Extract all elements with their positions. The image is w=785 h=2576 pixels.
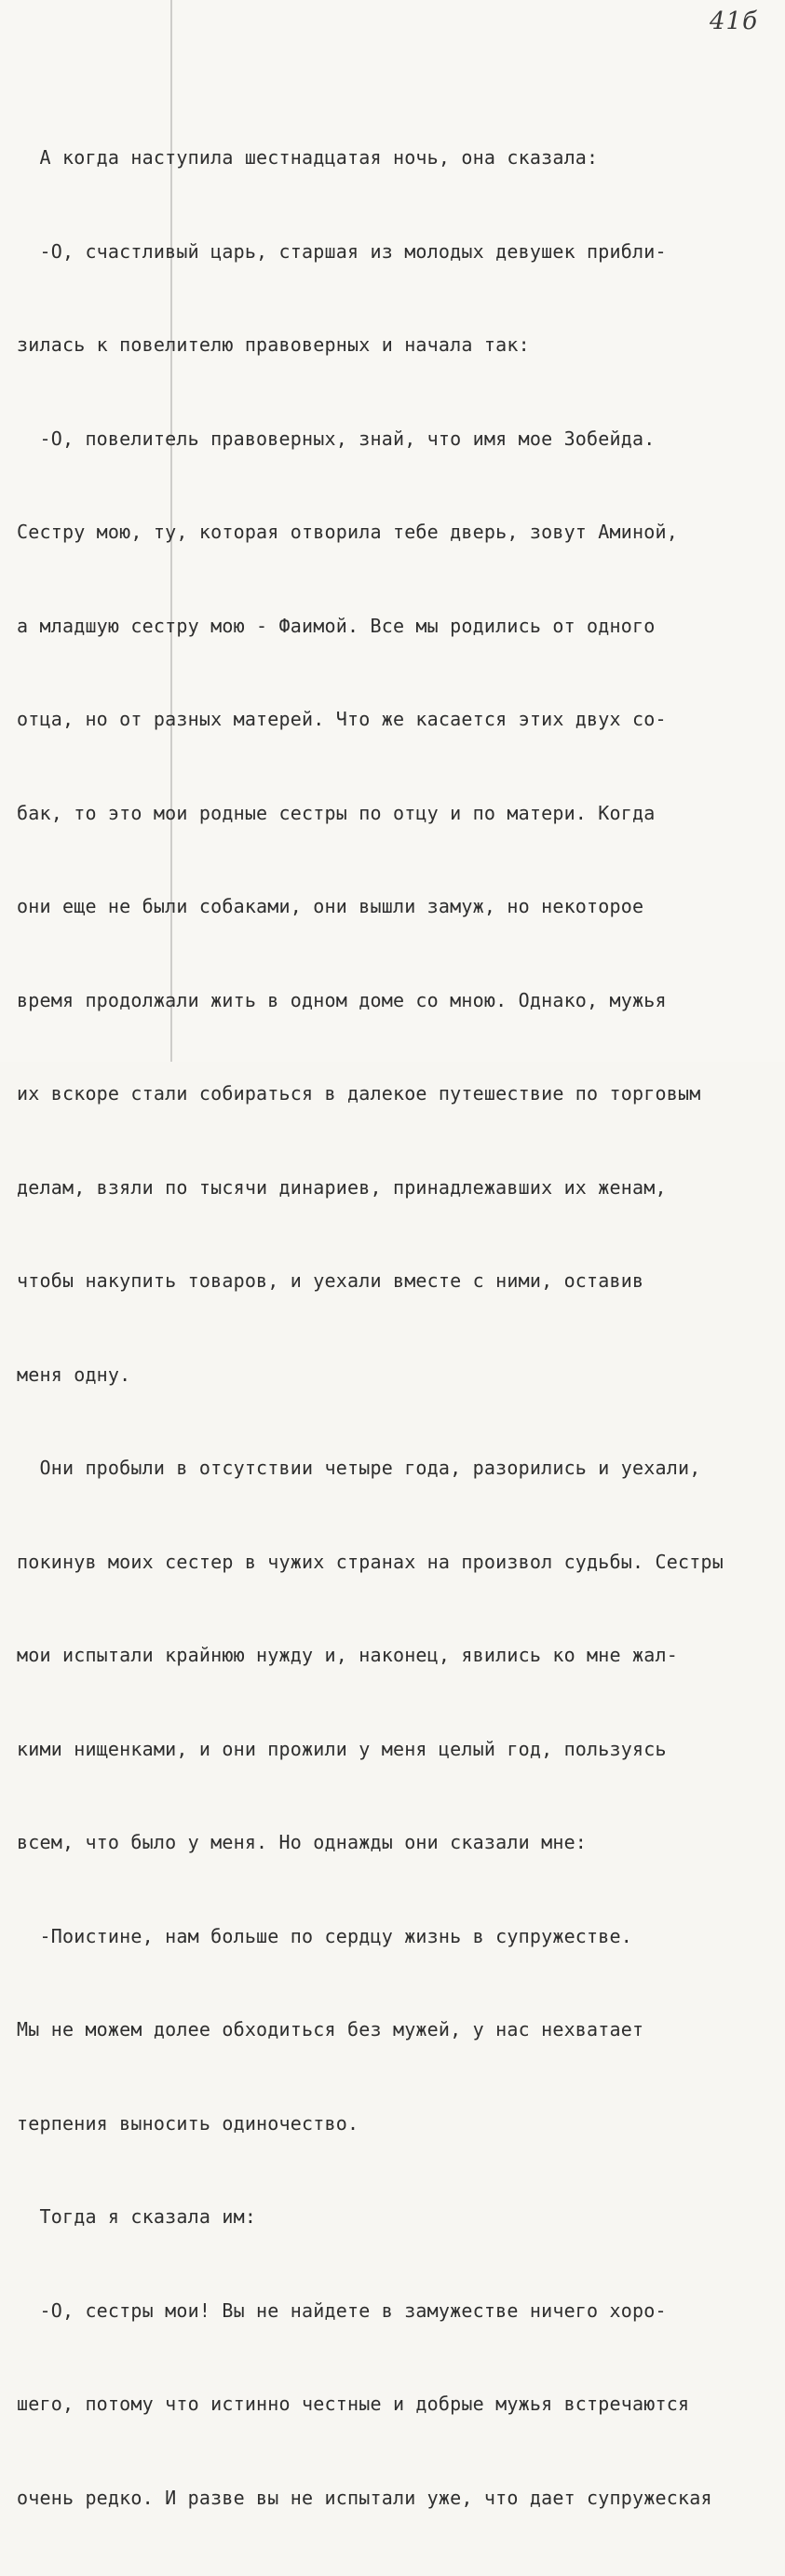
text-line: мои испытали крайнюю нужду и, наконец, явились ко мне жал- (17, 1644, 678, 1666)
text-line: Тогда я сказала им: (17, 2205, 257, 2228)
text-line: а младшую сестру мою - Фаимой. Все мы родились от одного (17, 614, 656, 637)
text-line: время продолжали жить в одном доме со мною. Однако, мужья (17, 988, 667, 1011)
text-line: -О, повелитель правоверных, знай, что имя мое Зобейда. (17, 427, 656, 450)
text-line: делам, взяли по тысячи динариев, принадлежавших их женам, (17, 1175, 667, 1199)
text-line: Мы не можем долее обходиться без мужей, у нас нехватает (17, 2018, 644, 2040)
typed-text (17, 80, 771, 2576)
text-line: терпения выносить одиночество. (17, 2111, 359, 2135)
text-line: -Поистине, нам больше по сердцу жизнь в супружестве. (17, 1924, 633, 1947)
text-line: чтобы накупить товаров, и уехали вместе с ними, оставив (17, 1269, 644, 1292)
text-line: отца, но от разных матерей. Что же касается этих двух со- (17, 708, 667, 730)
text-line: зилась к повелителю правоверных и начала так: (17, 333, 530, 356)
page-number: 41б (710, 7, 758, 35)
text-line: кими нищенками, и они прожили у меня целый год, пользуясь (17, 1737, 667, 1760)
text-line: меня одну. (17, 1363, 131, 1386)
text-line: их вскоре стали собираться в далекое путешествие по торговым (17, 1082, 701, 1105)
text-line: покинув моих сестер в чужих странах на произвол судьбы. Сестры (17, 1550, 724, 1573)
text-line: А когда наступила шестнадцатая ночь, она сказала: (17, 146, 599, 169)
text-line: очень редко. И разве вы не испытали уже, что дает супружеская (17, 2486, 712, 2509)
text-line: Сестру мою, ту, которая отворила тебе дверь, зовут Аминой, (17, 521, 678, 543)
text-line: Они пробыли в отсутствии четыре года, разорились и уехали, (17, 1457, 701, 1479)
text-line: всем, что было у меня. Но однажды они сказали мне: (17, 1831, 588, 1853)
text-line: они еще не были собаками, они вышли замуж, но некоторое (17, 895, 644, 917)
text-line: -О, счастливый царь, старшая из молодых девушек прибли- (17, 239, 667, 263)
text-line: бак, то это мои родные сестры по отцу и по матери. Когда (17, 801, 656, 824)
text-line: шего, потому что истинно честные и добрые мужья встречаются (17, 2393, 690, 2415)
text-line: -О, сестры мои! Вы не найдете в замужестве ничего хоро- (17, 2298, 667, 2322)
